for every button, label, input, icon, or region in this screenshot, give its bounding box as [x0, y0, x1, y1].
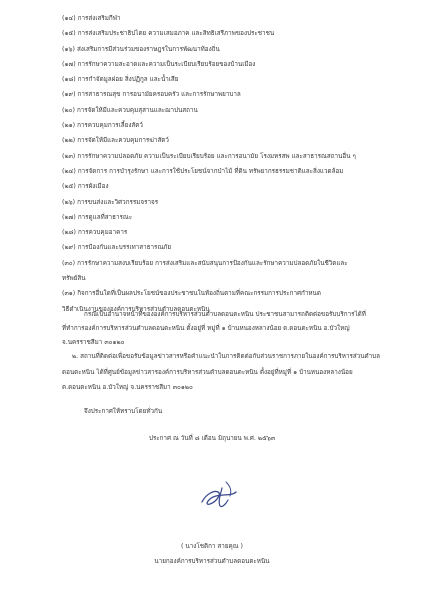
item-text: การดูแลที่สาธารณะ — [77, 213, 133, 221]
item-number: (๑๗) — [62, 60, 76, 68]
contact-paragraph-line-3: จ.นครราชสีมา ๓๐๑๒๐ — [62, 339, 125, 346]
item-text: การควบคุมการเลี้ยงสัตว์ — [77, 122, 143, 130]
list-item — [62, 240, 402, 255]
item-text: ส่งเสริมการมีส่วนร่วมของราษฎรในการพัฒนาท้องถิ่น — [76, 45, 220, 53]
info-paragraph-line-3: ต.ดอนตะหนิน อ.บัวใหญ่ จ.นครราชสีมา ๓๐๑๒๐ — [62, 384, 193, 391]
item-number: (๒๔) — [62, 167, 76, 175]
item-text: การขนส่งและวิศวกรรมจราจร — [77, 198, 159, 206]
duties-list — [62, 11, 402, 317]
list-item — [62, 149, 402, 164]
info-paragraph-line-1: ๒. สถานที่ติดต่อเพื่อขอรับข้อมูลข่าวสารหรือคำแนะนำในการติดต่อกับส่วนราชการภายในองค์การบริหารส่วนตำบล — [72, 353, 381, 360]
item-number: (๑๙) — [62, 91, 76, 99]
item-text: การควบคุมอาคาร — [77, 229, 128, 237]
list-item — [62, 103, 402, 118]
list-item — [62, 195, 402, 210]
list-item — [62, 72, 402, 87]
item-text: การรักษาความปลอดภัย ความเป็นระเบียบเรียบร้อย และการอนามัย โรงมหรสพ และสาธารณสถานอื่น ๆ — [77, 152, 356, 160]
signer-name: ( นางโชติกา สายคุณ ) — [180, 543, 244, 550]
item-number: (๒๖) — [62, 198, 76, 206]
item-text: กิจการอื่นใดที่เป็นผลประโยชน์ของประชาชนในท้องถิ่นตามที่คณะกรรมการประกาศกำหนด — [77, 290, 321, 298]
item-number: (๒๕) — [62, 183, 76, 191]
contact-paragraph-line-1: กรณีเป็นอำนาจหน้าที่ขององค์การบริหารส่วนตำบลดอนตะหนิน ประชาชนสามารถติดต่อขอรับบริการได้ที่ — [84, 311, 366, 318]
item-number: (๑๔) — [62, 15, 76, 22]
item-number: (๒๒) — [62, 137, 76, 145]
contact-paragraph-line-2: ที่ทำการองค์การบริหารส่วนตำบลดอนตะหนิน ตั้งอยู่ที่ หมู่ที่ ๑ บ้านหนองหลางน้อย ต.ดอนตะหนิน อ.บัวใหญ่ — [62, 325, 350, 332]
list-item — [62, 179, 402, 194]
item-continuation: วิธีดำเนินงานขององค์การบริหารส่วนตำบลดอนตะหนิน — [62, 305, 210, 313]
item-text: การส่งเสริมกีฬา — [77, 15, 121, 22]
item-text: การผังเมือง — [77, 183, 109, 191]
item-text: การสาธารณสุข การอนามัยครอบครัว และการรักษาพยาบาล — [77, 91, 241, 99]
list-item — [62, 42, 402, 57]
item-number: (๑๕) — [62, 30, 76, 38]
list-item — [62, 57, 402, 72]
list-item — [62, 164, 402, 179]
list-item — [62, 26, 402, 41]
item-number: (๒๗) — [62, 213, 76, 221]
list-item — [62, 286, 402, 301]
item-text: การกำจัดมูลฝอย สิ่งปฏิกูล และน้ำเสีย — [77, 76, 179, 84]
list-item — [62, 87, 402, 102]
list-item — [62, 256, 402, 271]
list-item — [62, 11, 402, 26]
item-number: (๑๖) — [62, 45, 75, 53]
signer-title: นายกองค์การบริหารส่วนตำบลดอนตะหนิน — [154, 558, 270, 565]
item-text: การป้องกันและบรรเทาสาธารณภัย — [77, 244, 172, 252]
list-item — [62, 133, 402, 148]
item-text: การรักษาความสงบเรียบร้อย การส่งเสริมและสนับสนุนการป้องกันและรักษาความปลอดภัยในชีวิตและ — [77, 259, 348, 267]
item-number: (๒๙) — [62, 244, 76, 252]
item-text: การจัดการ การบำรุงรักษา และการใช้ประโยชน์จากป่าไม้ ที่ดิน ทรัพยากรธรรมชาติและสิ่งแวดล้อม — [77, 167, 344, 175]
handwritten-signature — [196, 476, 244, 516]
item-text: การจัดให้มีและควบคุมสุสานและฌาปนสถาน — [76, 106, 198, 114]
item-number: (๑๘) — [62, 76, 76, 84]
list-item — [62, 225, 402, 240]
item-number: (๓๐) — [62, 259, 76, 267]
announcement-date: ประกาศ ณ วันที่ ๘ เดือน มิถุนายน พ.ศ. ๒๕๖๓ — [148, 435, 276, 442]
item-number: (๒๐) — [62, 106, 75, 114]
item-number: (๓๑) — [62, 290, 76, 298]
item-number: (๒๘) — [62, 229, 76, 237]
closing-statement: จึงประกาศให้ทราบโดยทั่วกัน — [84, 408, 163, 415]
item-number: (๒๑) — [62, 122, 76, 130]
list-item — [62, 118, 402, 133]
item-text: การส่งเสริมประชาธิปไตย ความเสมอภาค และสิทธิเสรีภาพของประชาชน — [77, 30, 275, 38]
item-text: การรักษาความสะอาดและความเป็นระเบียบเรียบร้อยของบ้านเมือง — [77, 60, 256, 68]
list-item — [62, 210, 402, 225]
item-text: การจัดให้มีและควบคุมการฆ่าสัตว์ — [77, 137, 169, 145]
info-paragraph-line-2: ดอนตะหนิน ได้ที่ศูนย์ข้อมูลข่าวสารองค์การบริหารส่วนตำบลดอนตะหนิน ตั้งอยู่ที่หมู่ที่ ๑ บ้านหนองหลางน้อย — [62, 369, 353, 376]
item-continuation: ทรัพย์สิน — [62, 275, 86, 283]
item-number: (๒๓) — [62, 152, 76, 160]
